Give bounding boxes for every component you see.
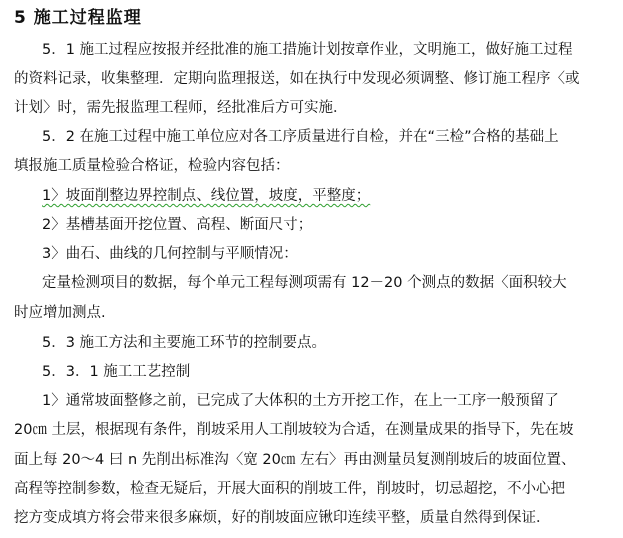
subsection-line: 5．3 施工方法和主要施工环节的控制要点。: [42, 335, 327, 351]
paragraph-line: 计划〉时，需先报监理工程师，经批准后方可实施．: [14, 100, 348, 116]
paragraph-line: 5．1 施工过程应按报并经批准的施工措施计划按章作业，文明施工，做好施工过程: [42, 42, 573, 58]
paragraph-line: 定量检测项目的数据，每个单元工程每测项需有 12－20 个测点的数据〈面积较大: [42, 275, 567, 291]
list-item-line: 2〉基槽基面开挖位置、高程、断面尺寸；: [42, 217, 313, 233]
section-heading: 5 施工过程监理: [14, 8, 142, 28]
paragraph-line: 20㎝ 土层，根据现有条件，削坡采用人工削坡较为合适，在测量成果的指导下，先在坡: [14, 422, 574, 438]
paragraph-line: 5．2 在施工过程中施工单位应对各工序质量进行自检，并在“三检”合格的基础上: [42, 129, 559, 145]
list-item-line: 3〉曲石、曲线的几何控制与平顺情况：: [42, 246, 298, 262]
paragraph-line: 填报施工质量检验合格证，检验内容包括：: [14, 158, 290, 174]
list-item-line: 1〉坡面削整边界控制点、线位置，坡度，平整度；: [42, 188, 371, 204]
paragraph-line: 1〉通常坡面整修之前，已完成了大体积的土方开挖工作，在上一工序一般预留了: [42, 393, 559, 409]
paragraph-line: 高程等控制参数，检查无疑后，开展大面积的削坡工件，削坡时，切忌超挖，不小心把: [14, 481, 565, 497]
paragraph-line: 时应增加测点.: [14, 305, 106, 321]
subsection-heading-line: 5．3．1 施工工艺控制: [42, 364, 191, 380]
paragraph-line: 挖方变成填方将会带来很多麻烦，好的削坡面应锹印连续平整，质量自然得到保证．: [14, 510, 551, 526]
paragraph-line: 面上每 20～4 曰 n 先削出标准沟〈宽 20㎝ 左右〉再由测量员复测削坡后的坡面位置、: [14, 452, 576, 468]
paragraph-line: 的资料记录，收集整理．定期向监理报送，如在执行中发现必须调整、修订施工程序〈或: [14, 71, 580, 87]
